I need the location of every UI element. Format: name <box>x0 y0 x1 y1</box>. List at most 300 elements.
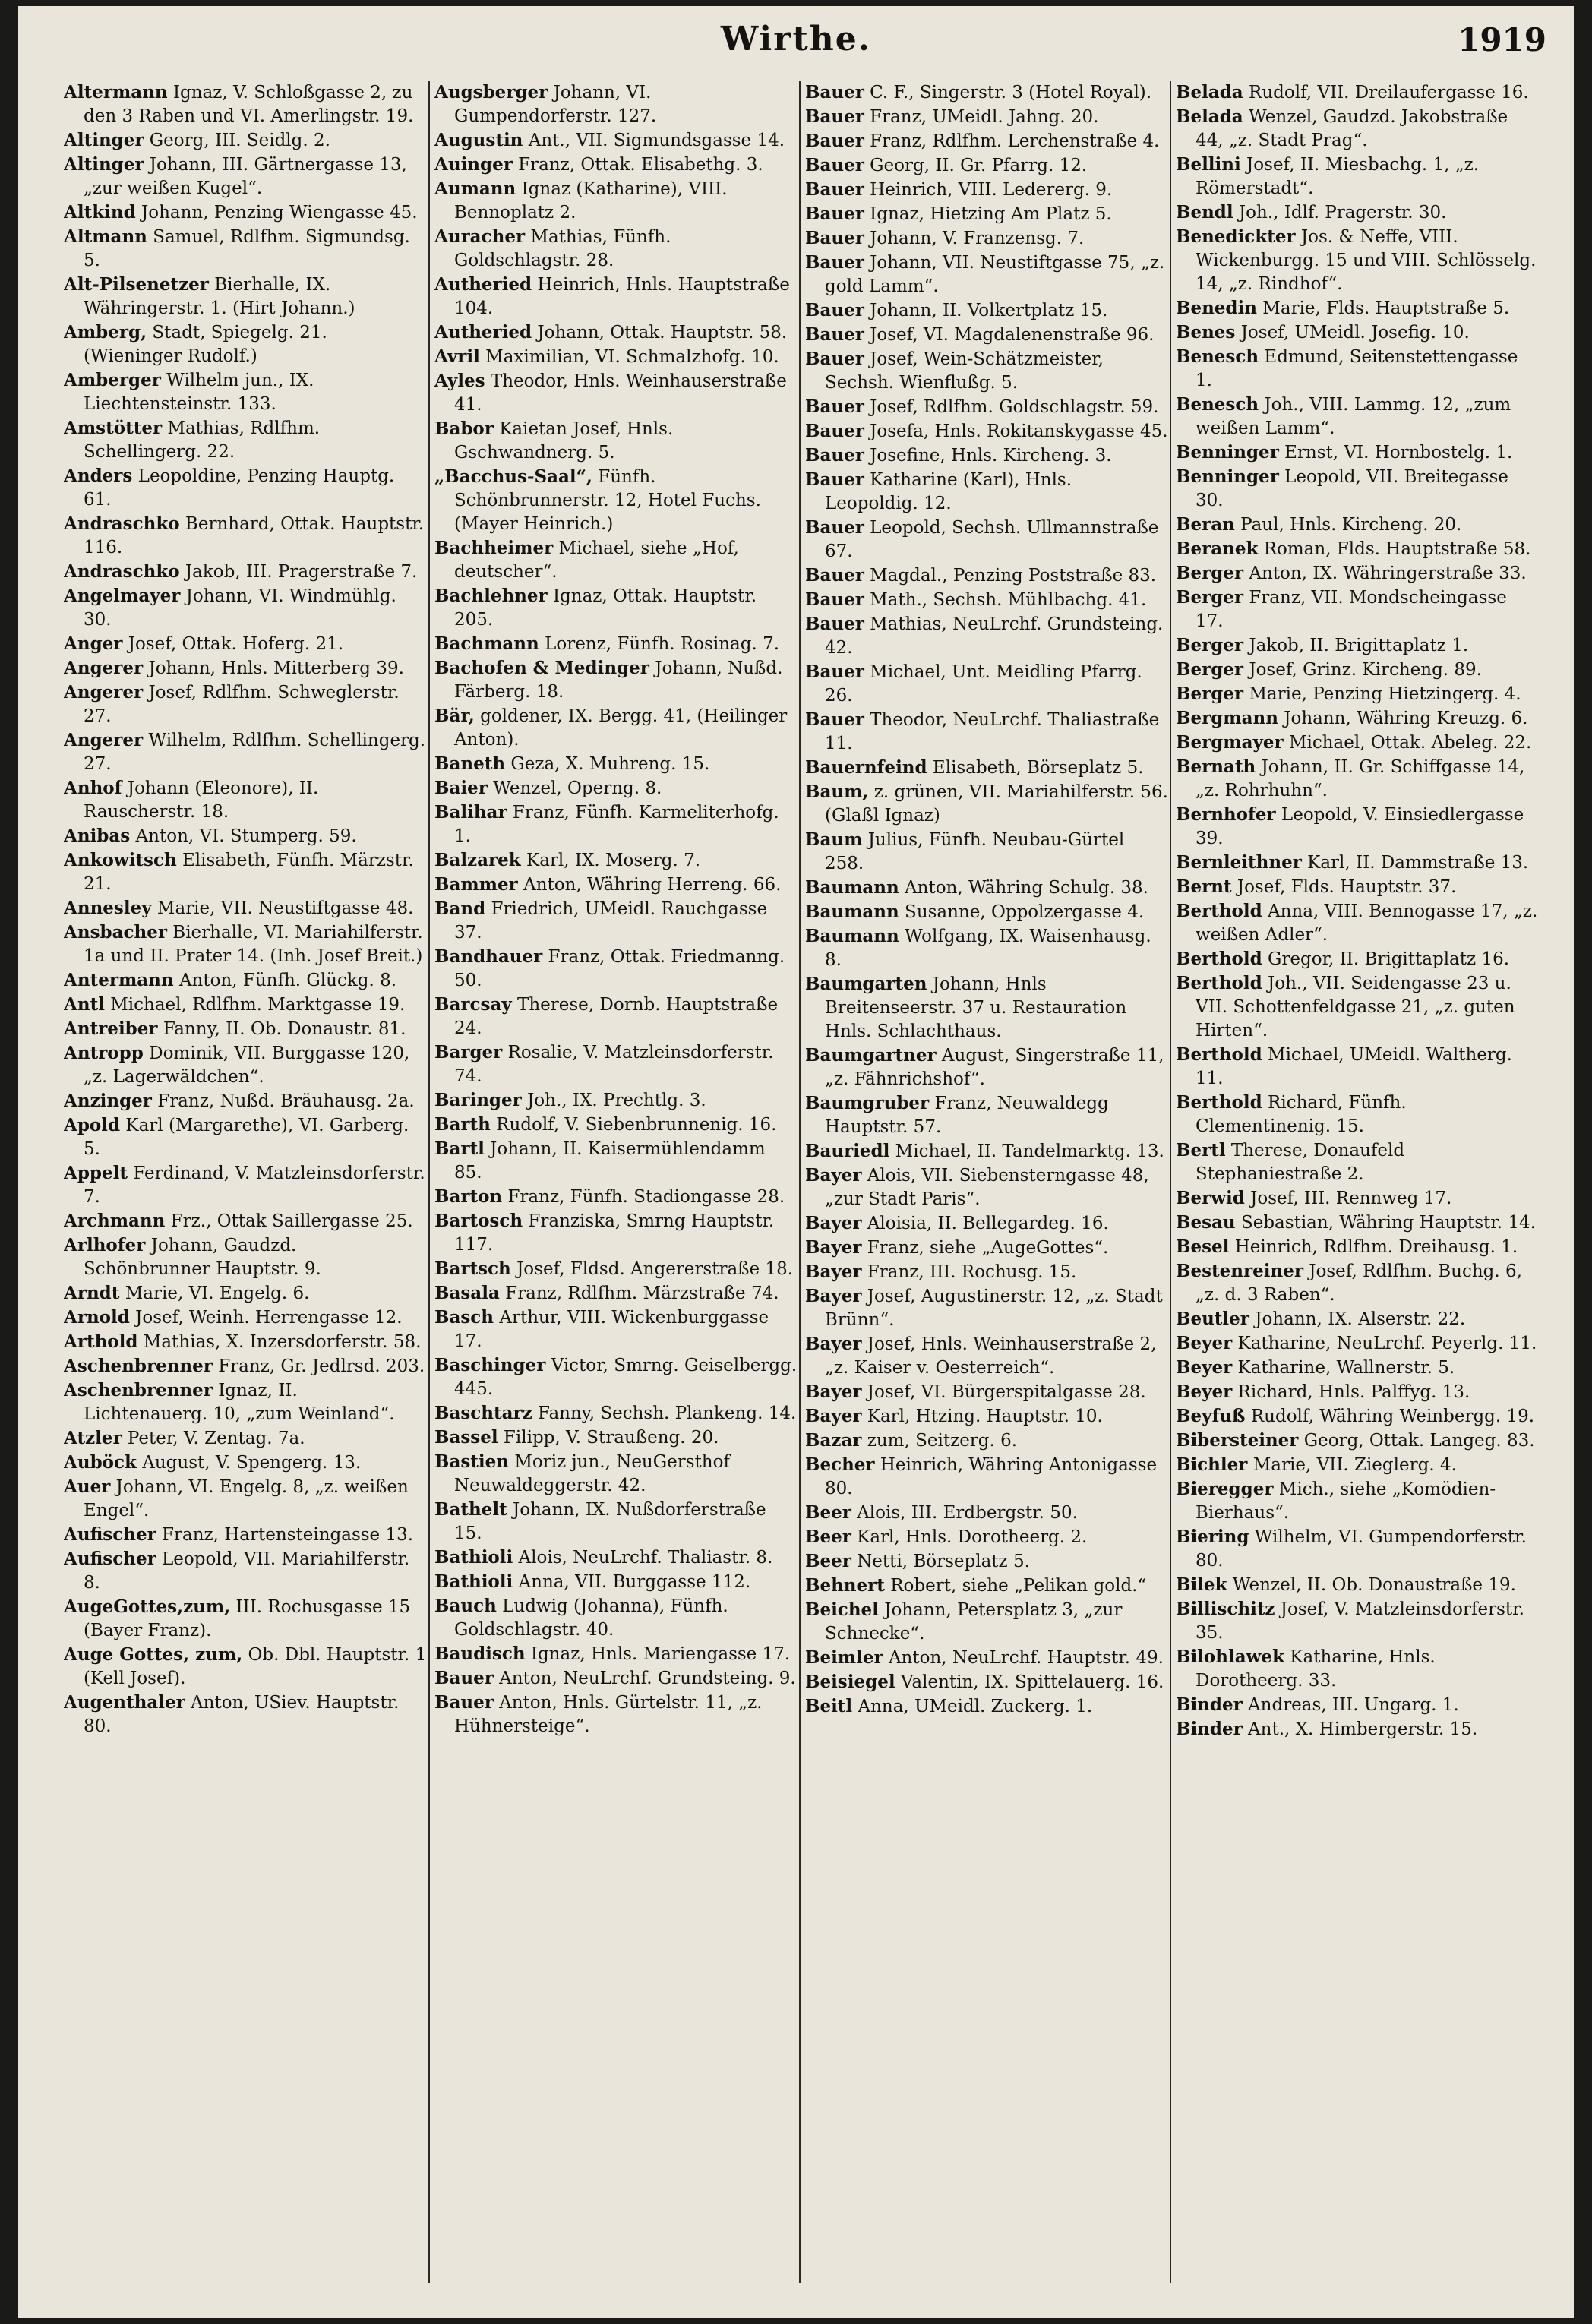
entry-name: Berwid <box>1176 1188 1245 1208</box>
entry-name: Bachmann <box>434 633 539 654</box>
entry-name: Aufischer <box>64 1549 156 1569</box>
directory-entry <box>805 588 1168 612</box>
entry-name: Beyer <box>1176 1381 1233 1402</box>
entry-name: Beranek <box>1176 538 1259 559</box>
entry-details: Leopoldine, Penzing Hauptg. 61. <box>84 466 395 510</box>
directory-entry <box>805 1091 1168 1139</box>
entry-name: Benninger <box>1176 442 1279 463</box>
entry-details: Franz, Fünfh. Stadiongasse 28. <box>502 1187 785 1207</box>
entry-details: Sebastian, Währing Hauptstr. 14. <box>1235 1213 1536 1233</box>
directory-entry <box>1176 153 1539 201</box>
entry-details: Josef, UMeidl. Josefig. 10. <box>1235 323 1470 343</box>
entry-name: Bartosch <box>434 1211 523 1231</box>
directory-entry <box>434 1185 798 1209</box>
entry-details: Samuel, Rdlfhm. Sigmundsg. 5. <box>84 227 410 270</box>
entry-name: Ayles <box>434 371 485 391</box>
directory-entry <box>805 1139 1168 1164</box>
entry-details: Andreas, III. Ungarg. 1. <box>1242 1695 1459 1715</box>
directory-entry <box>805 828 1168 876</box>
entry-details: Josef, Flds. Hauptstr. 37. <box>1231 877 1457 897</box>
entry-details: Marie, VII. Neustiftgasse 48. <box>151 898 414 918</box>
directory-entry <box>805 1332 1168 1380</box>
entry-name: „Bacchus-Saal“, <box>434 466 592 487</box>
entry-details: Franz, Rdlfhm. Märzstraße 74. <box>499 1284 779 1303</box>
entry-details: Heinrich, VIII. Ledererg. 9. <box>864 180 1113 200</box>
directory-entry <box>434 1137 798 1185</box>
entry-details: Josef, Augustinerstr. 12, „z. Stadt Brünn“. <box>825 1287 1163 1330</box>
entry-details: Mathias, X. Inzersdorferstr. 58. <box>137 1332 422 1352</box>
entry-name: Bauer <box>434 1692 494 1713</box>
directory-entry <box>805 419 1168 444</box>
directory-entry <box>1176 537 1539 561</box>
directory-entry <box>64 1547 427 1595</box>
entry-name: Bastien <box>434 1451 510 1472</box>
entry-name: Ansbacher <box>64 922 167 943</box>
entry-details: Josef, Hnls. Weinhauserstraße 2, „z. Kaiser v. Oesterreich“. <box>825 1334 1157 1378</box>
entry-name: Biering <box>1176 1527 1249 1547</box>
directory-entry <box>1176 1573 1539 1597</box>
entry-name: Bauriedl <box>805 1141 890 1161</box>
entry-name: Bayer <box>805 1237 862 1258</box>
directory-entry <box>64 1378 427 1426</box>
entry-name: Bayer <box>805 1261 862 1282</box>
directory-entry <box>805 1501 1168 1525</box>
entry-details: Julius, Fünfh. Neubau-Gürtel 258. <box>825 830 1125 873</box>
directory-entry <box>1176 1091 1539 1138</box>
directory-entry <box>434 1113 798 1137</box>
directory-entry <box>64 1306 427 1330</box>
entry-details: Rosalie, V. Matzleinsdorferstr. 74. <box>454 1043 774 1086</box>
entry-details: Ignaz, V. Schloßgasse 2, zu den 3 Raben und VI. Amerlingstr. 19. <box>84 83 414 126</box>
entry-name: Bauer <box>434 1668 494 1688</box>
entry-name: Berger <box>1176 635 1244 655</box>
directory-entry <box>1176 1356 1539 1380</box>
entry-name: Bergmann <box>1176 708 1278 728</box>
entry-details: Josef, II. Miesbachg. 1, „z. Römerstadt“. <box>1196 155 1480 198</box>
entry-name: Binder <box>1176 1694 1243 1715</box>
directory-entry <box>434 1594 798 1642</box>
directory-entry <box>64 512 427 560</box>
directory-entry <box>805 202 1168 226</box>
entry-name: Bauer <box>805 252 864 273</box>
entry-details: Anton, USiev. Hauptstr. 80. <box>84 1693 400 1736</box>
entry-name: Anders <box>64 466 133 486</box>
entry-name: Bauer <box>805 662 864 682</box>
entry-details: C. F., Singerstr. 3 (Hotel Royal). <box>864 83 1152 103</box>
directory-entry <box>434 417 798 465</box>
entry-details: Wilhelm jun., IX. Liechtensteinstr. 133. <box>84 371 314 414</box>
entry-details: Wenzel, II. Ob. Donaustraße 19. <box>1227 1575 1516 1595</box>
directory-entry <box>64 993 427 1017</box>
entry-details: Jakob, II. Brigittaplatz 1. <box>1243 636 1469 655</box>
entry-details: Jakob, III. Pragerstraße 7. <box>179 562 418 582</box>
entry-details: Kaietan Josef, Hnls. Gschwandnerg. 5. <box>454 419 674 463</box>
entry-details: Karl (Margarethe), VI. Garberg. 5. <box>84 1116 409 1159</box>
directory-entry <box>434 1353 798 1401</box>
entry-name: Autheried <box>434 322 532 343</box>
entry-details: Karl, IX. Moserg. 7. <box>520 851 701 870</box>
entry-name: Bernhofer <box>1176 804 1276 825</box>
directory-entry <box>64 824 427 848</box>
directory-entry <box>1176 1645 1539 1693</box>
entry-details: Gregor, II. Brigittaplatz 16. <box>1262 949 1510 969</box>
entry-name: Beyer <box>1176 1357 1233 1378</box>
entry-details: Mich., siehe „Komödien-Bierhaus“. <box>1196 1479 1496 1523</box>
entry-details: Georg, II. Gr. Pfarrg. 12. <box>864 156 1088 175</box>
entry-name: Baudisch <box>434 1644 526 1664</box>
entry-details: Joh., IX. Prechtlg. 3. <box>521 1091 706 1110</box>
directory-entry <box>805 1453 1168 1501</box>
directory-entry <box>434 128 798 153</box>
directory-entry <box>1176 201 1539 225</box>
entry-name: Baneth <box>434 753 506 774</box>
entry-name: Andraschko <box>64 561 180 582</box>
entry-details: Josef, Rdlfhm. Schweglerstr. 27. <box>84 683 400 726</box>
entry-details: Elisabeth, Fünfh. Märzstr. 21. <box>84 851 414 894</box>
directory-entry <box>434 1666 798 1691</box>
entry-details: Victor, Smrng. Geiselbergg. 445. <box>454 1356 798 1399</box>
entry-details: Ludwig (Johanna), Fünfh. Goldschlagstr. 40. <box>454 1596 728 1640</box>
directory-entry <box>1176 393 1539 440</box>
entry-name: Berthold <box>1176 901 1262 921</box>
entry-details: Heinrich, Währing Antonigasse 80. <box>825 1455 1158 1498</box>
entry-details: Ignaz, Ottak. Hauptstr. 205. <box>454 586 757 630</box>
entry-details: Johann, Nußd. Färberg. 18. <box>454 658 783 702</box>
directory-entry <box>805 1646 1168 1670</box>
entry-name: Angerer <box>64 682 144 703</box>
directory-entry <box>64 1354 427 1378</box>
directory-entry <box>805 153 1168 178</box>
entry-name: Andraschko <box>64 513 180 534</box>
entry-name: Beyfuß <box>1176 1406 1246 1426</box>
directory-entry <box>64 273 427 320</box>
directory-entry <box>805 708 1168 756</box>
directory-entry <box>805 1380 1168 1404</box>
entry-details: Ferdinand, V. Matzleinsdorferstr. 7. <box>84 1164 425 1207</box>
entry-name: Bauer <box>805 396 864 417</box>
entry-name: Bayer <box>805 1334 862 1354</box>
entry-details: Bernhard, Ottak. Hauptstr. 116. <box>84 514 425 557</box>
directory-entry <box>1176 225 1539 296</box>
directory-entry <box>1176 851 1539 875</box>
entry-details: Leopold, VII. Breitegasse 30. <box>1196 467 1508 510</box>
entry-name: Bauer <box>805 300 864 320</box>
directory-entry <box>805 972 1168 1044</box>
directory-entry <box>805 178 1168 202</box>
directory-entry <box>434 1088 798 1113</box>
directory-entry <box>64 1209 427 1233</box>
entry-details: Josef, Rdlfhm. Buchg. 6, „z. d. 3 Raben“. <box>1196 1261 1522 1305</box>
entry-details: Theodor, NeuLrchf. Thaliastraße 11. <box>825 710 1160 753</box>
entry-name: Beer <box>805 1551 851 1571</box>
directory-entry <box>805 1044 1168 1091</box>
entry-details: Michael, UMeidl. Waltherg. 11. <box>1196 1045 1512 1088</box>
entry-details: Marie, VII. Zieglerg. 4. <box>1247 1455 1457 1475</box>
entry-details: Frz., Ottak Saillergasse 25. <box>165 1211 413 1231</box>
entry-name: Bauer <box>805 709 864 730</box>
entry-details: Ignaz, Hietzing Am Platz 5. <box>864 204 1112 224</box>
directory-entry <box>1176 345 1539 393</box>
directory-entry <box>805 323 1168 347</box>
directory-entry <box>1176 513 1539 537</box>
directory-entry <box>805 1164 1168 1211</box>
entry-details: Maximilian, VI. Schmalzhofg. 10. <box>479 347 779 367</box>
entry-details: Johann, V. Franzensg. 7. <box>864 229 1085 248</box>
entry-details: Filipp, V. Straußeng. 20. <box>498 1428 719 1448</box>
directory-entry <box>434 873 798 897</box>
directory-entry <box>64 320 427 368</box>
entry-name: Anhof <box>64 778 122 798</box>
entry-name: Avril <box>434 346 480 367</box>
column-divider <box>1170 81 1171 2283</box>
directory-entry <box>434 945 798 993</box>
directory-entry <box>1176 1138 1539 1186</box>
entry-name: Basala <box>434 1283 500 1303</box>
entry-name: Antropp <box>64 1043 144 1063</box>
entry-details: Georg, III. Seidlg. 2. <box>144 131 330 150</box>
entry-details: Anton, Hnls. Gürtelstr. 11, „z. Hühnersteige“. <box>454 1693 763 1736</box>
directory-entry <box>805 1574 1168 1598</box>
entry-name: Augsberger <box>434 82 548 103</box>
entry-details: Jos. & Neffe, VIII. Wickenburgg. 15 und VIII. Schlösselg. 14, „z. Rindhof“. <box>1196 227 1537 294</box>
entry-details: Stadt, Spiegelg. 21. (Wieninger Rudolf.) <box>84 323 327 366</box>
entry-details: Math., Sechsh. Mühlbachg. 41. <box>864 590 1147 610</box>
entry-name: Antreiber <box>64 1018 158 1039</box>
entry-details: Richard, Hnls. Palffyg. 13. <box>1232 1382 1470 1402</box>
entry-name: Berthold <box>1176 1044 1262 1065</box>
column-divider <box>799 81 801 2283</box>
entry-details: Bierhalle, VI. Mariahilferstr. 1a und II. Prater 14. (Inh. Josef Breit.) <box>84 923 423 966</box>
entry-details: Anton, Fünfh. Glückg. 8. <box>173 971 397 990</box>
directory-entry <box>805 900 1168 924</box>
page-title: Wirthe. <box>720 20 872 58</box>
entry-name: AugeGottes,zum, <box>64 1596 231 1617</box>
directory-entry <box>64 680 427 728</box>
entry-details: Robert, siehe „Pelikan gold.“ <box>884 1576 1147 1596</box>
entry-name: Beer <box>805 1527 851 1547</box>
entry-name: Bassel <box>434 1427 498 1448</box>
entry-name: Berger <box>1176 684 1244 704</box>
entry-details: Friedrich, UMeidl. Rauchgasse 37. <box>454 899 768 943</box>
entry-name: Beitl <box>805 1696 853 1716</box>
entry-details: Fünfh. Schönbrunnerstr. 12, Hotel Fuchs. (Mayer Heinrich.) <box>454 467 761 534</box>
entry-name: Bauer <box>805 155 864 175</box>
entry-name: Bartl <box>434 1138 485 1159</box>
entry-name: Beyer <box>1176 1333 1233 1353</box>
entry-name: Bestenreiner <box>1176 1261 1303 1281</box>
entry-details: Anna, VII. Burggasse 112. <box>513 1572 751 1592</box>
entry-details: Franz, Ottak. Friedmanng. 50. <box>454 947 785 990</box>
entry-name: Baumann <box>805 926 899 946</box>
directory-entry <box>434 1281 798 1306</box>
entry-details: Ignaz, Hnls. Mariengasse 17. <box>525 1644 791 1664</box>
entry-details: Geza, X. Muhreng. 15. <box>505 754 710 774</box>
entry-details: Wilhelm, Rdlfhm. Schellingerg. 27. <box>84 731 426 774</box>
entry-details: Franz, Rdlfhm. Lerchenstraße 4. <box>864 131 1160 151</box>
entry-details: Mathias, Rdlfhm. Schellingerg. 22. <box>84 418 321 462</box>
entry-details: Roman, Flds. Hauptstraße 58. <box>1258 539 1531 559</box>
entry-name: Berthold <box>1176 949 1262 969</box>
entry-details: Josefine, Hnls. Kircheng. 3. <box>864 446 1112 466</box>
directory-entry <box>434 1450 798 1498</box>
column-2 <box>434 81 798 2298</box>
entry-details: Magdal., Penzing Poststraße 83. <box>864 566 1157 586</box>
directory-page <box>18 6 1574 2318</box>
directory-entry <box>434 584 798 632</box>
directory-entry <box>64 81 427 128</box>
directory-entry <box>64 656 427 680</box>
entry-name: Bazar <box>805 1430 862 1451</box>
directory-entry <box>805 756 1168 780</box>
directory-entry <box>805 444 1168 468</box>
directory-entry <box>1176 1477 1539 1525</box>
directory-entry <box>434 897 798 945</box>
directory-entry <box>64 1281 427 1306</box>
entry-details: Rudolf, V. Siebenbrunnenig. 16. <box>490 1115 777 1135</box>
entry-name: Baumann <box>805 901 899 922</box>
entry-details: Johann, Petersplatz 3, „zur Schnecke“. <box>825 1600 1123 1644</box>
entry-details: Susanne, Oppolzergasse 4. <box>899 902 1145 922</box>
directory-entry <box>64 1643 427 1691</box>
entry-details: Richard, Fünfh. Clementinenig. 15. <box>1196 1093 1407 1136</box>
entry-details: Josef, Wein-Schätzmeister, Sechsh. Wienflußg. 5. <box>825 349 1104 393</box>
directory-entry <box>434 177 798 225</box>
directory-entry <box>1176 586 1539 633</box>
entry-name: Barth <box>434 1114 491 1135</box>
entry-details: Paul, Hnls. Kircheng. 20. <box>1234 515 1462 535</box>
directory-entry <box>805 105 1168 129</box>
directory-entry <box>434 1257 798 1281</box>
entry-name: Bayer <box>805 1286 862 1306</box>
entry-name: Benedin <box>1176 298 1257 318</box>
entry-details: Wilhelm, VI. Gumpendorferstr. 80. <box>1196 1527 1527 1571</box>
entry-details: Johann, Hnls Breitenseerstr. 37 u. Restauration Hnls. Schlachthaus. <box>825 974 1127 1041</box>
entry-details: Valentin, IX. Spittelauerg. 16. <box>895 1672 1164 1692</box>
directory-entry <box>434 656 798 704</box>
column-divider <box>428 81 430 2283</box>
directory-entry <box>805 1211 1168 1236</box>
directory-entry <box>434 1401 798 1426</box>
entry-name: Bilohlawek <box>1176 1647 1284 1667</box>
directory-entry <box>64 920 427 968</box>
entry-name: Bellini <box>1176 154 1241 175</box>
entry-name: Bauer <box>805 589 864 610</box>
entry-name: Bammer <box>434 874 518 895</box>
directory-entry <box>805 1404 1168 1429</box>
entry-name: Bathioli <box>434 1571 513 1592</box>
entry-name: Baschinger <box>434 1355 546 1375</box>
directory-entry <box>434 632 798 656</box>
entry-name: Anibas <box>64 826 131 846</box>
entry-details: Joh., Idlf. Pragerstr. 30. <box>1233 203 1447 223</box>
directory-entry <box>1176 1211 1539 1235</box>
entry-name: Ankowitsch <box>64 850 177 870</box>
entry-details: Johann, VI. Engelg. 8, „z. weißen Engel“. <box>84 1477 409 1520</box>
entry-name: Beutler <box>1176 1309 1249 1329</box>
entry-name: Bauer <box>805 82 864 103</box>
directory-entry <box>64 776 427 824</box>
entry-details: Karl, Hnls. Dorotheerg. 2. <box>851 1527 1088 1547</box>
entry-name: Bibersteiner <box>1176 1430 1299 1451</box>
entry-name: Bauer <box>805 324 864 345</box>
entry-details: Josef, Weinh. Herrengasse 12. <box>129 1308 403 1328</box>
entry-details: Josefa, Hnls. Rokitanskygasse 45. <box>864 422 1168 441</box>
entry-name: Altkind <box>64 202 136 223</box>
directory-entry <box>805 1525 1168 1549</box>
entry-details: Ignaz (Katharine), VIII. Bennoplatz 2. <box>454 179 728 223</box>
entry-name: Bauch <box>434 1596 497 1616</box>
directory-entry <box>434 273 798 320</box>
entry-name: Belada <box>1176 106 1243 127</box>
entry-name: Bauer <box>805 131 864 151</box>
directory-entry <box>805 298 1168 323</box>
entry-name: Bayer <box>805 1213 862 1233</box>
entry-details: Franz, VII. Mondscheingasse 17. <box>1196 588 1507 631</box>
directory-entry <box>805 780 1168 828</box>
entry-name: Becher <box>805 1454 875 1475</box>
entry-details: goldener, IX. Bergg. 41, (Heilinger Anton). <box>454 706 788 750</box>
entry-details: Leopold, V. Einsiedlergasse 39. <box>1196 805 1524 848</box>
directory-entry <box>434 848 798 873</box>
entry-name: Alt-Pilsenetzer <box>64 274 209 295</box>
directory-entry <box>805 660 1168 708</box>
directory-entry <box>64 584 427 632</box>
entry-name: Arlhofer <box>64 1235 146 1255</box>
entry-name: Bauer <box>805 204 864 224</box>
directory-entry <box>1176 658 1539 682</box>
directory-entry <box>434 1306 798 1353</box>
directory-entry <box>64 632 427 656</box>
entry-details: Franz, Nußd. Bräuhausg. 2a. <box>151 1091 415 1111</box>
entry-details: Karl, II. Dammstraße 13. <box>1301 853 1529 873</box>
entry-details: Anton, IX. Währingerstraße 33. <box>1243 564 1527 583</box>
entry-details: Franz, III. Rochusg. 15. <box>861 1262 1077 1282</box>
page-header <box>18 20 1574 73</box>
directory-entry <box>1176 633 1539 658</box>
directory-entry <box>1176 1235 1539 1259</box>
directory-entry <box>1176 440 1539 465</box>
entry-details: Franz, Neuwaldegg Hauptstr. 57. <box>825 1094 1109 1137</box>
directory-entry <box>64 1691 427 1738</box>
entry-details: Leopold, VII. Mariahilferstr. 8. <box>84 1549 410 1593</box>
entry-name: Aschenbrenner <box>64 1356 213 1376</box>
entry-name: Basch <box>434 1307 494 1328</box>
entry-details: Fanny, II. Ob. Donaustr. 81. <box>157 1019 406 1039</box>
entry-details: Josef, Grinz. Kircheng. 89. <box>1243 660 1482 680</box>
entry-name: Bartsch <box>434 1258 511 1279</box>
entry-details: Katharine (Karl), Hnls. Leopoldig. 12. <box>825 470 1072 513</box>
directory-entry <box>805 226 1168 251</box>
directory-entry <box>434 536 798 584</box>
entry-name: Augenthaler <box>64 1692 185 1713</box>
entry-details: Elisabeth, Börseplatz 5. <box>927 758 1144 778</box>
entry-name: Babor <box>434 418 494 439</box>
entry-name: Amberger <box>64 370 161 390</box>
entry-name: Atzler <box>64 1428 122 1448</box>
directory-entry <box>64 1451 427 1475</box>
directory-entry <box>805 516 1168 564</box>
entry-name: Berger <box>1176 659 1244 680</box>
entry-name: Arnold <box>64 1307 130 1328</box>
entry-name: Bachlehner <box>434 586 548 606</box>
directory-entry <box>434 369 798 417</box>
directory-entry <box>1176 1259 1539 1307</box>
entry-name: Baum <box>805 829 863 850</box>
entry-details: Marie, Flds. Hauptstraße 5. <box>1256 298 1510 318</box>
entry-details: Dominik, VII. Burggasse 120, „z. Lagerwäldchen“. <box>84 1044 410 1087</box>
directory-entry <box>64 896 427 920</box>
entry-details: Marie, Penzing Hietzingerg. 4. <box>1243 684 1521 704</box>
